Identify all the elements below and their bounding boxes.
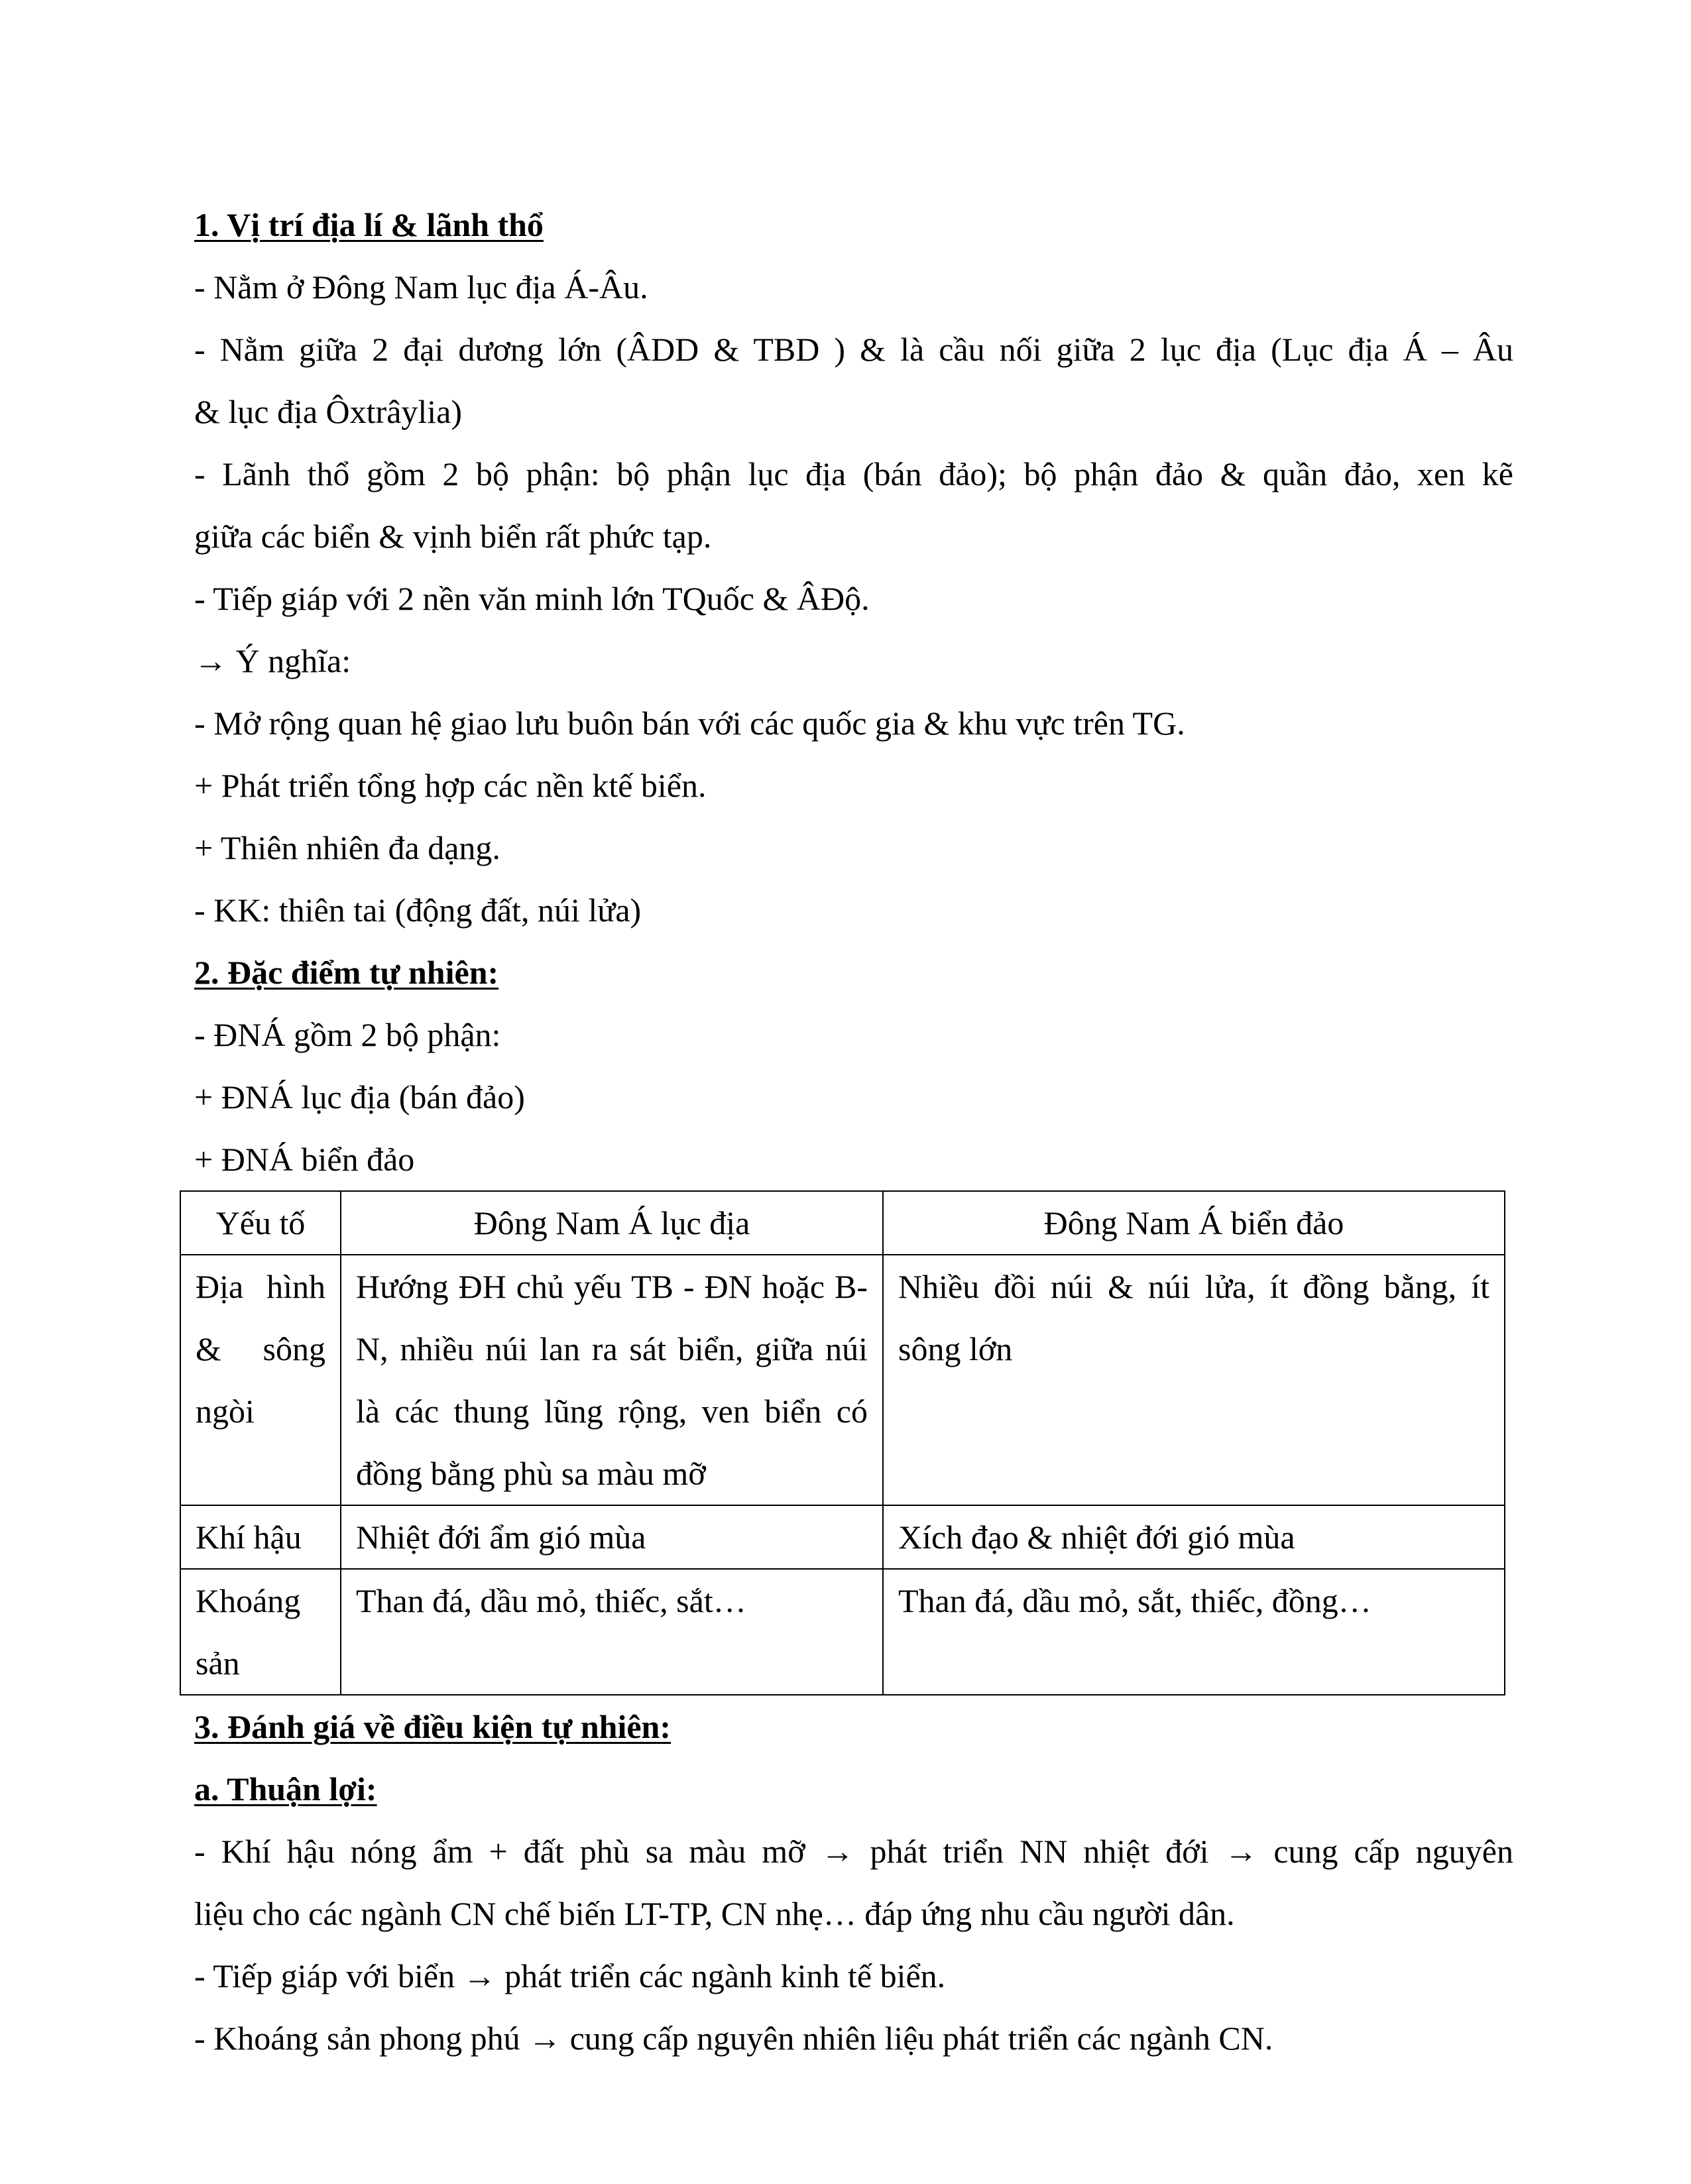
- table-cell-factor: Khoáng sản: [180, 1569, 341, 1695]
- section-2-heading: 2. Đặc điểm tự nhiên:: [194, 954, 499, 991]
- paragraph-line: - ĐNÁ gồm 2 bộ phận:: [194, 1016, 501, 1053]
- paragraph-line: - Nằm giữa 2 đại dương lớn (ÂDD & TBD ) & là cầu nối giữa 2 lục địa (Lục địa Á – Âu: [194, 331, 1513, 368]
- paragraph-line: → Ý nghĩa:: [194, 642, 351, 679]
- section-3-heading: 3. Đánh giá về điều kiện tự nhiên:: [194, 1708, 671, 1745]
- paragraph-line: - Tiếp giáp với biển → phát triển các ngành kinh tế biển.: [194, 1957, 946, 1994]
- paragraph-line: + Phát triển tổng hợp các nền ktế biển.: [194, 767, 707, 804]
- table-cell-mainland: Nhiệt đới ẩm gió mùa: [341, 1505, 883, 1569]
- table-header-row: [180, 1191, 1505, 1255]
- table-cell-factor: Khí hậu: [180, 1505, 341, 1569]
- table-header-cell: Yếu tố: [180, 1191, 341, 1255]
- table-row: [180, 1255, 1505, 1505]
- table-cell-island: Nhiều đồi núi & núi lửa, ít đồng bằng, ít sông lớn: [883, 1255, 1505, 1505]
- section-3-subheading: a. Thuận lợi:: [194, 1770, 377, 1808]
- table-cell-factor: Địa hình & sông ngòi: [180, 1255, 341, 1505]
- paragraph-line: + ĐNÁ biển đảo: [194, 1141, 415, 1178]
- table-row: [180, 1569, 1505, 1695]
- table-header-cell: Đông Nam Á lục địa: [341, 1191, 883, 1255]
- table-cell-mainland: Hướng ĐH chủ yếu TB - ĐN hoặc B-N, nhiều núi lan ra sát biển, giữa núi là các thung lũng rộng, ven biển có đồng bằng phù sa màu mỡ: [341, 1255, 883, 1505]
- table-cell-island: Than đá, dầu mỏ, sắt, thiếc, đồng…: [883, 1569, 1505, 1695]
- comparison-table: [180, 1190, 1505, 1695]
- table-header-cell: Đông Nam Á biển đảo: [883, 1191, 1505, 1255]
- paragraph-line: - Mở rộng quan hệ giao lưu buôn bán với các quốc gia & khu vực trên TG.: [194, 705, 1185, 742]
- paragraph-line: + ĐNÁ lục địa (bán đảo): [194, 1078, 525, 1116]
- paragraph-line: - Lãnh thổ gồm 2 bộ phận: bộ phận lục địa (bán đảo); bộ phận đảo & quần đảo, xen kẽ: [194, 455, 1513, 492]
- table-cell-island: Xích đạo & nhiệt đới gió mùa: [883, 1505, 1505, 1569]
- paragraph-line: - KK: thiên tai (động đất, núi lửa): [194, 891, 642, 929]
- section-1-heading: 1. Vị trí địa lí & lãnh thổ: [194, 206, 544, 243]
- paragraph-line: - Khoáng sản phong phú → cung cấp nguyên nhiên liệu phát triển các ngành CN.: [194, 2020, 1273, 2057]
- paragraph-line: & lục địa Ôxtrâylia): [194, 393, 463, 430]
- document-page: [194, 194, 1513, 2069]
- table-row: [180, 1505, 1505, 1569]
- paragraph-line: - Nằm ở Đông Nam lục địa Á-Âu.: [194, 268, 648, 306]
- paragraph-line: giữa các biển & vịnh biển rất phức tạp.: [194, 518, 712, 555]
- table-cell-mainland: Than đá, dầu mỏ, thiếc, sắt…: [341, 1569, 883, 1695]
- paragraph-line: - Tiếp giáp với 2 nền văn minh lớn TQuốc & ÂĐộ.: [194, 580, 870, 617]
- paragraph-line: + Thiên nhiên đa dạng.: [194, 829, 500, 866]
- paragraph-line: liệu cho các ngành CN chế biến LT-TP, CN nhẹ… đáp ứng nhu cầu người dân.: [194, 1895, 1235, 1932]
- paragraph-line: - Khí hậu nóng ẩm + đất phù sa màu mỡ → phát triển NN nhiệt đới → cung cấp nguyên: [194, 1833, 1513, 1870]
